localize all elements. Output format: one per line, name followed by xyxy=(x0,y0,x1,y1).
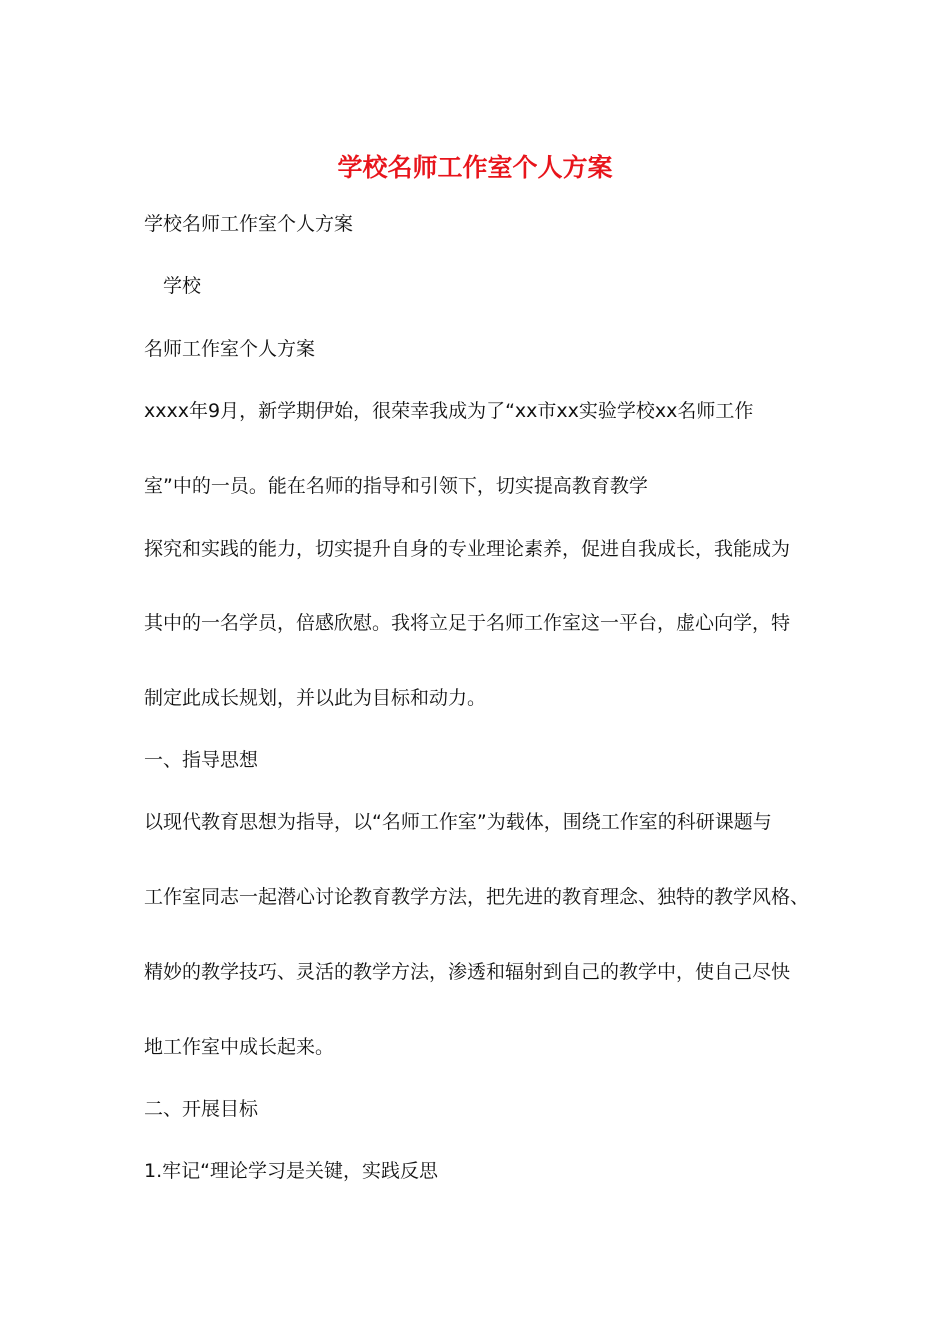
section-heading-goals: 二、开展目标 xyxy=(144,1098,259,1120)
section-heading-guiding-thought: 一、指导思想 xyxy=(144,749,259,771)
paragraph-line: 制定此成长规划，并以此为目标和动力。 xyxy=(144,687,487,709)
paragraph-line: 精妙的教学技巧、灵活的教学方法，渗透和辐射到自己的教学中，使自己尽快 xyxy=(144,961,791,983)
paragraph-line: xxxx年9月，新学期伊始，很荣幸我成为了“xx市xx实验学校xx名师工作 xyxy=(144,400,754,422)
subtitle-line: 学校名师工作室个人方案 xyxy=(144,213,354,235)
paragraph-line: 其中的一名学员，倍感欣慰。我将立足于名师工作室这一平台，虚心向学，特 xyxy=(144,612,791,634)
paragraph-line: 地工作室中成长起来。 xyxy=(144,1036,335,1058)
school-line: 学校 xyxy=(144,275,202,297)
paragraph-line: 以现代教育思想为指导，以“名师工作室”为载体，围绕工作室的科研课题与 xyxy=(144,811,772,833)
paragraph-line: 室”中的一员。能在名师的指导和引领下，切实提高教育教学 xyxy=(144,475,648,497)
list-item: 1.牢记“理论学习是关键，实践反思 xyxy=(144,1160,438,1182)
plan-name-line: 名师工作室个人方案 xyxy=(144,338,316,360)
document-title: 学校名师工作室个人方案 xyxy=(337,153,613,182)
paragraph-line: 探究和实践的能力，切实提升自身的专业理论素养，促进自我成长，我能成为 xyxy=(144,538,791,560)
paragraph-line: 工作室同志一起潜心讨论教育教学方法，把先进的教育理念、独特的教学风格、 xyxy=(144,886,810,908)
